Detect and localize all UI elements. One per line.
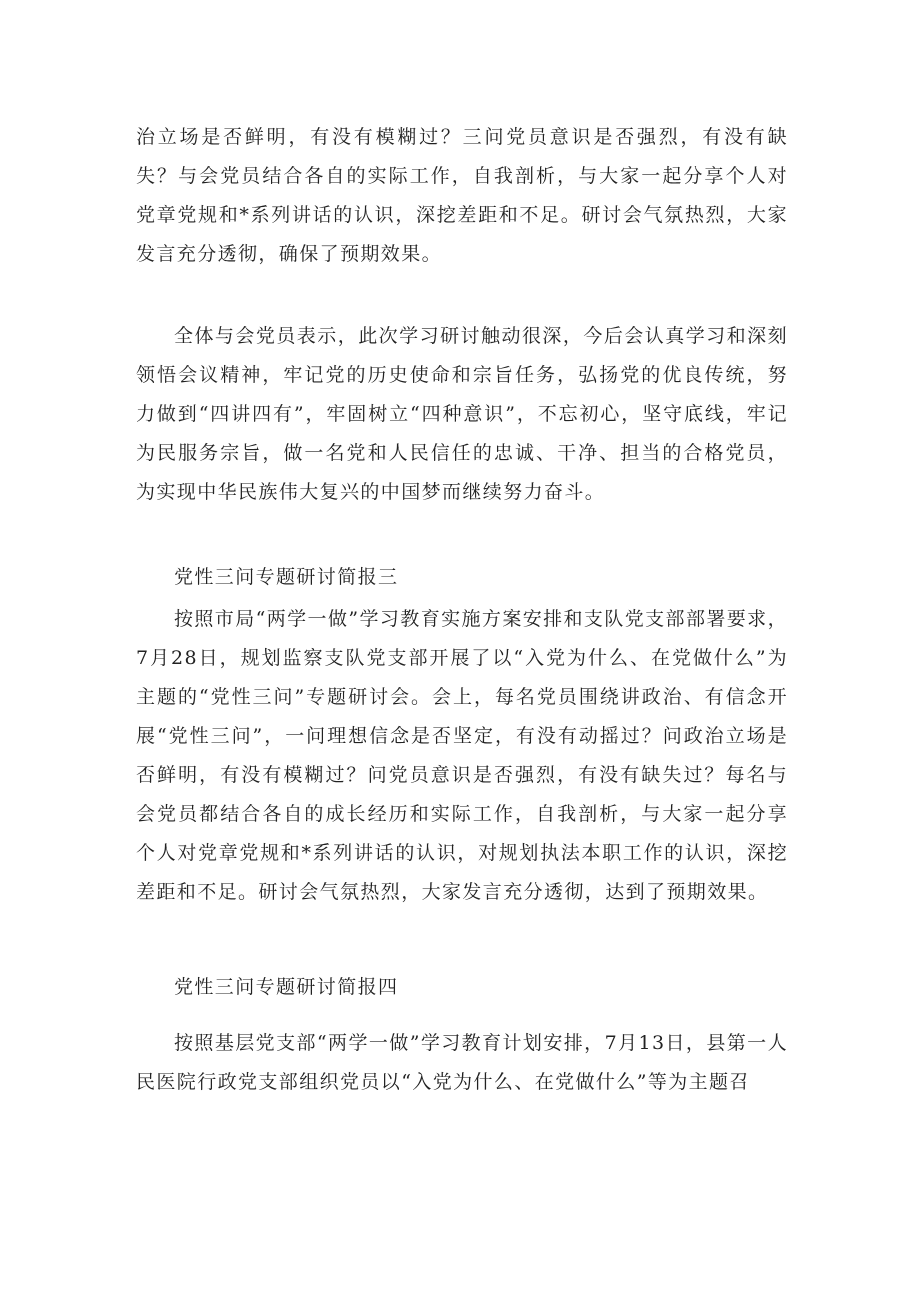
- paragraph-report-three-body: 按照市局“两学一做”学习教育实施方案安排和支队党支部部署要求，7月28日，规划监察支队党支部开展了以“入党为什么、在党做什么”为主题的“党性三问”专题研讨会。会上，每名党员围绕讲政治、有信念开展“党性三问”，一问理想信念是否坚定，有没有动摇过？问政治立场是否鲜明，有没有模糊过？问党员意识是否强烈，有没有缺失过？每名与会党员都结合各自的成长经历和实际工作，自我剖析，与大家一起分享个人对党章党规和*系列讲话的认识，对规划执法本职工作的认识，深挖差距和不足。研讨会气氛热烈，大家发言充分透彻，达到了预期效果。: [136, 608, 788, 903]
- section-heading-report-four: 党性三问专题研讨简报四: [174, 976, 399, 998]
- paragraph-member-statement: 全体与会党员表示，此次学习研讨触动很深，今后会认真学习和深刻领悟会议精神，牢记党的历史使命和宗旨任务，弘扬党的优良传统，努力做到“四讲四有”，牢固树立“四种意识”，不忘初心，坚守底线，牢记为民服务宗旨，做一名党和人民信任的忠诚、干净、担当的合格党员，为实现中华民族伟大复兴的中国梦而继续努力奋斗。: [136, 325, 788, 503]
- section-heading-report-three: 党性三问专题研讨简报三: [174, 566, 399, 588]
- paragraph-report-four-body: 按照基层党支部“两学一做”学习教育计划安排，7月13日，县第一人民医院行政党支部组织党员以“入党为什么、在党做什么”等为主题召: [136, 1032, 788, 1093]
- paragraph-continuation: 治立场是否鲜明，有没有模糊过？三问党员意识是否强烈，有没有缺失？与会党员结合各自的实际工作，自我剖析，与大家一起分享个人对党章党规和*系列讲话的认识，深挖差距和不足。研讨会气氛热烈，大家发言充分透彻，确保了预期效果。: [136, 126, 788, 265]
